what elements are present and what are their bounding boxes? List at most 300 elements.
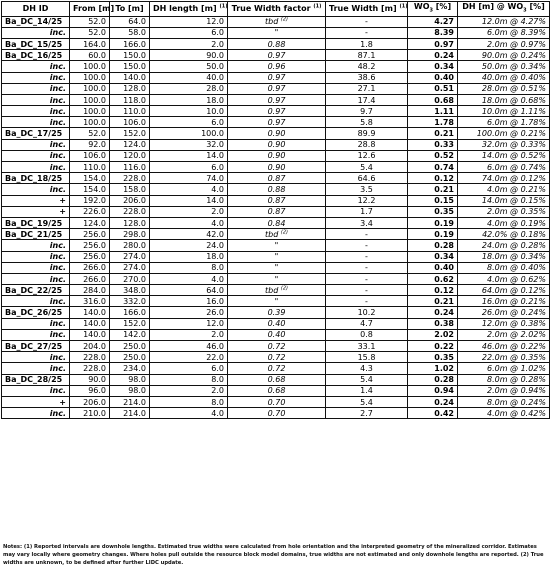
cell-dh-length: 2.0: [150, 38, 228, 49]
cell-true-width-factor: 0.90: [228, 139, 326, 150]
table-row: [2, 195, 550, 206]
header-dh-id: DH ID: [2, 2, 70, 17]
cell-true-width-factor: 0.97: [228, 94, 326, 105]
cell-dh-interval: 4.0m @ 0.21%: [458, 184, 550, 195]
cell-true-width: 1.7: [326, 206, 408, 217]
cell-wo3: 0.19: [408, 217, 458, 228]
cell-dh-length: 6.0: [150, 162, 228, 173]
table-row: [2, 341, 550, 352]
cell-dh-interval: 18.0m @ 0.34%: [458, 251, 550, 262]
cell-wo3: 0.40: [408, 262, 458, 273]
cell-to: 98.0: [110, 374, 150, 385]
cell-to: 298.0: [110, 229, 150, 240]
table-row: [2, 385, 550, 396]
cell-true-width-factor: tbd $^{(2)}$: [228, 229, 326, 240]
cell-dh-length: 2.0: [150, 385, 228, 396]
cell-wo3: 0.28: [408, 374, 458, 385]
cell-dh-length: 6.0: [150, 363, 228, 374]
cell-from: 210.0: [70, 408, 110, 419]
table-row: [2, 83, 550, 94]
cell-from: 92.0: [70, 139, 110, 150]
cell-from: 256.0: [70, 229, 110, 240]
cell-dh-interval: 40.0m @ 0.40%: [458, 72, 550, 83]
cell-true-width-factor: 0.96: [228, 61, 326, 72]
cell-dh-id: Ba_DC_28/25: [2, 374, 70, 385]
cell-dh-length: 22.0: [150, 352, 228, 363]
cell-true-width-factor: 0.88: [228, 184, 326, 195]
cell-dh-interval: 22.0m @ 0.35%: [458, 352, 550, 363]
cell-wo3: 0.35: [408, 206, 458, 217]
cell-dh-id: inc.: [2, 150, 70, 161]
cell-dh-interval: 6.0m @ 8.39%: [458, 27, 550, 38]
cell-dh-id: Ba_DC_16/25: [2, 50, 70, 61]
cell-to: 118.0: [110, 94, 150, 105]
cell-to: 64.0: [110, 16, 150, 27]
cell-dh-interval: 2.0m @ 0.94%: [458, 385, 550, 396]
table-row: [2, 329, 550, 340]
cell-true-width: -: [326, 229, 408, 240]
cell-true-width-factor: 0.87: [228, 173, 326, 184]
cell-true-width: 64.6: [326, 173, 408, 184]
cell-wo3: 8.39: [408, 27, 458, 38]
cell-wo3: 1.78: [408, 117, 458, 128]
cell-from: 256.0: [70, 251, 110, 262]
cell-from: 154.0: [70, 173, 110, 184]
cell-true-width-factor: 0.97: [228, 50, 326, 61]
cell-dh-interval: 12.0m @ 4.27%: [458, 16, 550, 27]
cell-wo3: 0.24: [408, 396, 458, 407]
cell-dh-interval: 26.0m @ 0.24%: [458, 307, 550, 318]
table-row: [2, 396, 550, 407]
cell-from: 204.0: [70, 341, 110, 352]
cell-true-width: 12.2: [326, 195, 408, 206]
cell-to: 250.0: [110, 352, 150, 363]
cell-to: 58.0: [110, 27, 150, 38]
cell-wo3: 0.12: [408, 285, 458, 296]
cell-dh-interval: 12.0m @ 0.38%: [458, 318, 550, 329]
table-row: [2, 285, 550, 296]
cell-true-width: -: [326, 262, 408, 273]
table-row: [2, 262, 550, 273]
cell-true-width: 87.1: [326, 50, 408, 61]
cell-true-width: -: [326, 296, 408, 307]
cell-dh-length: 6.0: [150, 27, 228, 38]
cell-dh-id: Ba_DC_18/25: [2, 173, 70, 184]
cell-true-width-factor: 0.90: [228, 162, 326, 173]
cell-dh-id: inc.: [2, 139, 70, 150]
cell-dh-id: inc.: [2, 251, 70, 262]
cell-from: 52.0: [70, 128, 110, 139]
cell-dh-length: 16.0: [150, 296, 228, 307]
cell-true-width-factor: ": [228, 296, 326, 307]
table-row: [2, 408, 550, 419]
cell-dh-length: 74.0: [150, 173, 228, 184]
table-row: [2, 273, 550, 284]
cell-dh-id: Ba_DC_21/25: [2, 229, 70, 240]
cell-from: 154.0: [70, 184, 110, 195]
cell-from: 228.0: [70, 352, 110, 363]
cell-dh-length: 50.0: [150, 61, 228, 72]
cell-dh-interval: 2.0m @ 0.97%: [458, 38, 550, 49]
cell-true-width: 38.6: [326, 72, 408, 83]
table-body: [2, 16, 550, 419]
cell-from: 140.0: [70, 329, 110, 340]
cell-true-width-factor: ": [228, 262, 326, 273]
cell-dh-id: +: [2, 195, 70, 206]
cell-dh-id: +: [2, 396, 70, 407]
cell-from: 90.0: [70, 374, 110, 385]
cell-dh-id: inc.: [2, 296, 70, 307]
cell-dh-length: 8.0: [150, 374, 228, 385]
table-row: [2, 38, 550, 49]
cell-dh-id: inc.: [2, 240, 70, 251]
cell-dh-length: 8.0: [150, 396, 228, 407]
cell-wo3: 0.34: [408, 61, 458, 72]
cell-true-width: 17.4: [326, 94, 408, 105]
cell-to: 206.0: [110, 195, 150, 206]
cell-to: 234.0: [110, 363, 150, 374]
table-notes: Notes: (1) Reported intervals are downhole lengths. Estimated true widths were calculated from hole orientation and the interpreted geometry of the mineralized corridor. Estimates may vary locally where geometry changes. Where holes pull outside the resource block model domains, true widths are not estimated and only downhole lengths are reported. (2) True widths are unknown, to be defined after further LIDC update.: [3, 544, 544, 566]
cell-from: 226.0: [70, 206, 110, 217]
cell-from: 106.0: [70, 150, 110, 161]
cell-to: 274.0: [110, 251, 150, 262]
table-row: [2, 363, 550, 374]
cell-true-width: 89.9: [326, 128, 408, 139]
cell-to: 250.0: [110, 341, 150, 352]
cell-dh-id: inc.: [2, 385, 70, 396]
cell-to: 214.0: [110, 396, 150, 407]
cell-dh-id: inc.: [2, 27, 70, 38]
cell-to: 124.0: [110, 139, 150, 150]
cell-dh-interval: 4.0m @ 0.19%: [458, 217, 550, 228]
cell-dh-length: 14.0: [150, 150, 228, 161]
table-row: [2, 217, 550, 228]
cell-dh-length: 64.0: [150, 285, 228, 296]
cell-dh-length: 26.0: [150, 307, 228, 318]
cell-true-width: 5.8: [326, 117, 408, 128]
header-from: From [m]: [70, 2, 110, 17]
cell-true-width: 48.2: [326, 61, 408, 72]
cell-true-width-factor: tbd $^{(2)}$: [228, 16, 326, 27]
cell-dh-id: inc.: [2, 117, 70, 128]
cell-dh-id: inc.: [2, 262, 70, 273]
cell-dh-interval: 16.0m @ 0.21%: [458, 296, 550, 307]
cell-dh-length: 6.0: [150, 117, 228, 128]
cell-true-width-factor: 0.40: [228, 318, 326, 329]
cell-from: 100.0: [70, 117, 110, 128]
cell-true-width: 5.4: [326, 396, 408, 407]
cell-dh-id: Ba_DC_26/25: [2, 307, 70, 318]
table-row: [2, 50, 550, 61]
cell-dh-interval: 8.0m @ 0.40%: [458, 262, 550, 273]
cell-true-width-factor: ": [228, 27, 326, 38]
cell-dh-length: 4.0: [150, 273, 228, 284]
table-row: [2, 229, 550, 240]
cell-true-width: -: [326, 285, 408, 296]
table-row: [2, 374, 550, 385]
cell-wo3: 0.21: [408, 128, 458, 139]
cell-to: 152.0: [110, 128, 150, 139]
header-true-width-factor: True Width factor $^{(1)}$: [228, 2, 326, 17]
cell-dh-id: Ba_DC_15/25: [2, 38, 70, 49]
cell-true-width: 5.4: [326, 162, 408, 173]
cell-wo3: 1.02: [408, 363, 458, 374]
cell-from: 60.0: [70, 50, 110, 61]
header-dh-interval: DH [m] @ $WO_3$ [%]: [458, 2, 550, 17]
cell-dh-length: 24.0: [150, 240, 228, 251]
cell-wo3: 0.35: [408, 352, 458, 363]
cell-dh-length: 18.0: [150, 94, 228, 105]
cell-wo3: 0.21: [408, 296, 458, 307]
cell-to: 166.0: [110, 38, 150, 49]
cell-from: 96.0: [70, 385, 110, 396]
cell-dh-interval: 10.0m @ 1.11%: [458, 106, 550, 117]
cell-true-width: 0.8: [326, 329, 408, 340]
cell-true-width: 28.8: [326, 139, 408, 150]
cell-dh-id: inc.: [2, 72, 70, 83]
table-row: [2, 162, 550, 173]
header-to: To [m]: [110, 2, 150, 17]
cell-true-width: 27.1: [326, 83, 408, 94]
cell-true-width: 15.8: [326, 352, 408, 363]
table-row: [2, 72, 550, 83]
cell-wo3: 0.28: [408, 240, 458, 251]
cell-dh-interval: 2.0m @ 0.35%: [458, 206, 550, 217]
cell-true-width: 1.4: [326, 385, 408, 396]
cell-true-width-factor: 0.88: [228, 38, 326, 49]
cell-from: 284.0: [70, 285, 110, 296]
cell-dh-id: Ba_DC_27/25: [2, 341, 70, 352]
cell-true-width-factor: 0.84: [228, 217, 326, 228]
cell-dh-length: 14.0: [150, 195, 228, 206]
cell-true-width: 3.5: [326, 184, 408, 195]
cell-true-width: 4.7: [326, 318, 408, 329]
cell-to: 158.0: [110, 184, 150, 195]
cell-to: 142.0: [110, 329, 150, 340]
cell-to: 214.0: [110, 408, 150, 419]
cell-to: 110.0: [110, 106, 150, 117]
cell-dh-interval: 32.0m @ 0.33%: [458, 139, 550, 150]
header-dh-length: DH length [m] $^{(1)}$: [150, 2, 228, 17]
cell-dh-length: 4.0: [150, 217, 228, 228]
cell-to: 152.0: [110, 318, 150, 329]
cell-wo3: 0.68: [408, 94, 458, 105]
cell-dh-id: Ba_DC_22/25: [2, 285, 70, 296]
cell-to: 116.0: [110, 162, 150, 173]
cell-from: 100.0: [70, 61, 110, 72]
table-row: [2, 206, 550, 217]
cell-dh-id: inc.: [2, 162, 70, 173]
cell-true-width-factor: 0.90: [228, 128, 326, 139]
cell-dh-length: 40.0: [150, 72, 228, 83]
cell-true-width: 9.7: [326, 106, 408, 117]
table-row: [2, 184, 550, 195]
table-row: [2, 139, 550, 150]
cell-to: 228.0: [110, 206, 150, 217]
cell-wo3: 0.22: [408, 341, 458, 352]
cell-true-width-factor: 0.68: [228, 385, 326, 396]
cell-dh-length: 32.0: [150, 139, 228, 150]
drill-results-table: [1, 1, 550, 419]
cell-to: 274.0: [110, 262, 150, 273]
cell-dh-length: 28.0: [150, 83, 228, 94]
cell-dh-interval: 24.0m @ 0.28%: [458, 240, 550, 251]
cell-true-width: 2.7: [326, 408, 408, 419]
cell-wo3: 0.15: [408, 195, 458, 206]
cell-from: 192.0: [70, 195, 110, 206]
cell-wo3: 0.62: [408, 273, 458, 284]
cell-dh-length: 4.0: [150, 408, 228, 419]
table-row: [2, 128, 550, 139]
cell-true-width-factor: ": [228, 240, 326, 251]
cell-from: 228.0: [70, 363, 110, 374]
cell-wo3: 0.24: [408, 50, 458, 61]
cell-dh-length: 12.0: [150, 16, 228, 27]
cell-true-width-factor: 0.72: [228, 363, 326, 374]
cell-dh-interval: 4.0m @ 0.42%: [458, 408, 550, 419]
cell-true-width-factor: 0.72: [228, 341, 326, 352]
cell-from: 100.0: [70, 94, 110, 105]
cell-true-width: 4.3: [326, 363, 408, 374]
cell-from: 52.0: [70, 16, 110, 27]
cell-true-width-factor: 0.87: [228, 195, 326, 206]
cell-to: 128.0: [110, 83, 150, 94]
table-row: [2, 106, 550, 117]
cell-dh-interval: 6.0m @ 1.02%: [458, 363, 550, 374]
cell-dh-interval: 100.0m @ 0.21%: [458, 128, 550, 139]
cell-dh-id: inc.: [2, 184, 70, 195]
cell-dh-id: Ba_DC_14/25: [2, 16, 70, 27]
cell-dh-length: 100.0: [150, 128, 228, 139]
cell-true-width-factor: 0.72: [228, 352, 326, 363]
cell-dh-interval: 64.0m @ 0.12%: [458, 285, 550, 296]
cell-true-width-factor: 0.39: [228, 307, 326, 318]
cell-dh-interval: 90.0m @ 0.24%: [458, 50, 550, 61]
table-row: [2, 251, 550, 262]
cell-true-width-factor: 0.70: [228, 408, 326, 419]
cell-wo3: 0.94: [408, 385, 458, 396]
cell-dh-id: inc.: [2, 106, 70, 117]
cell-dh-id: inc.: [2, 408, 70, 419]
cell-to: 280.0: [110, 240, 150, 251]
cell-dh-id: inc.: [2, 318, 70, 329]
cell-to: 140.0: [110, 72, 150, 83]
cell-true-width: 33.1: [326, 341, 408, 352]
cell-dh-interval: 46.0m @ 0.22%: [458, 341, 550, 352]
cell-true-width: -: [326, 16, 408, 27]
cell-wo3: 0.33: [408, 139, 458, 150]
cell-wo3: 0.34: [408, 251, 458, 262]
cell-dh-length: 2.0: [150, 206, 228, 217]
cell-dh-length: 12.0: [150, 318, 228, 329]
cell-dh-interval: 6.0m @ 1.78%: [458, 117, 550, 128]
cell-dh-length: 2.0: [150, 329, 228, 340]
cell-wo3: 0.21: [408, 184, 458, 195]
table-row: [2, 117, 550, 128]
cell-true-width-factor: 0.70: [228, 396, 326, 407]
table-row: [2, 94, 550, 105]
cell-dh-interval: 2.0m @ 2.02%: [458, 329, 550, 340]
cell-from: 140.0: [70, 307, 110, 318]
cell-true-width-factor: 0.87: [228, 206, 326, 217]
cell-dh-id: Ba_DC_17/25: [2, 128, 70, 139]
cell-dh-interval: 4.0m @ 0.62%: [458, 273, 550, 284]
cell-dh-interval: 14.0m @ 0.52%: [458, 150, 550, 161]
cell-dh-length: 42.0: [150, 229, 228, 240]
cell-to: 150.0: [110, 61, 150, 72]
cell-dh-interval: 42.0% @ 0.18%: [458, 229, 550, 240]
table-row: [2, 16, 550, 27]
cell-true-width-factor: 0.68: [228, 374, 326, 385]
table-row: [2, 318, 550, 329]
cell-to: 332.0: [110, 296, 150, 307]
cell-dh-length: 10.0: [150, 106, 228, 117]
cell-true-width-factor: 0.97: [228, 83, 326, 94]
cell-from: 110.0: [70, 162, 110, 173]
cell-to: 98.0: [110, 385, 150, 396]
cell-dh-interval: 8.0m @ 0.28%: [458, 374, 550, 385]
table-row: [2, 173, 550, 184]
table-row: [2, 296, 550, 307]
cell-wo3: 0.42: [408, 408, 458, 419]
cell-to: 166.0: [110, 307, 150, 318]
cell-true-width: -: [326, 273, 408, 284]
cell-dh-length: 46.0: [150, 341, 228, 352]
cell-dh-id: Ba_DC_19/25: [2, 217, 70, 228]
cell-true-width-factor: 0.90: [228, 150, 326, 161]
cell-to: 228.0: [110, 173, 150, 184]
cell-wo3: 4.27: [408, 16, 458, 27]
cell-dh-interval: 50.0m @ 0.34%: [458, 61, 550, 72]
cell-to: 120.0: [110, 150, 150, 161]
cell-from: 164.0: [70, 38, 110, 49]
cell-from: 256.0: [70, 240, 110, 251]
cell-from: 140.0: [70, 318, 110, 329]
cell-true-width-factor: 0.40: [228, 329, 326, 340]
header-wo3: $WO_3$ [%]: [408, 2, 458, 17]
cell-true-width-factor: ": [228, 273, 326, 284]
table-row: [2, 352, 550, 363]
cell-from: 266.0: [70, 273, 110, 284]
table-row: [2, 150, 550, 161]
cell-wo3: 0.19: [408, 229, 458, 240]
cell-dh-interval: 74.0m @ 0.12%: [458, 173, 550, 184]
cell-true-width-factor: 0.97: [228, 117, 326, 128]
cell-from: 100.0: [70, 83, 110, 94]
cell-dh-id: +: [2, 206, 70, 217]
cell-dh-length: 18.0: [150, 251, 228, 262]
cell-wo3: 1.11: [408, 106, 458, 117]
cell-from: 100.0: [70, 106, 110, 117]
cell-true-width-factor: 0.97: [228, 106, 326, 117]
cell-to: 270.0: [110, 273, 150, 284]
cell-dh-interval: 8.0m @ 0.24%: [458, 396, 550, 407]
cell-wo3: 0.40: [408, 72, 458, 83]
cell-dh-interval: 14.0m @ 0.15%: [458, 195, 550, 206]
header-row: [2, 2, 550, 17]
cell-wo3: 0.52: [408, 150, 458, 161]
cell-wo3: 0.51: [408, 83, 458, 94]
cell-from: 52.0: [70, 27, 110, 38]
cell-dh-interval: 28.0m @ 0.51%: [458, 83, 550, 94]
cell-dh-interval: 18.0m @ 0.68%: [458, 94, 550, 105]
cell-wo3: 0.97: [408, 38, 458, 49]
cell-dh-interval: 6.0m @ 0.74%: [458, 162, 550, 173]
cell-true-width: -: [326, 240, 408, 251]
cell-dh-id: inc.: [2, 94, 70, 105]
cell-from: 316.0: [70, 296, 110, 307]
table-row: [2, 240, 550, 251]
